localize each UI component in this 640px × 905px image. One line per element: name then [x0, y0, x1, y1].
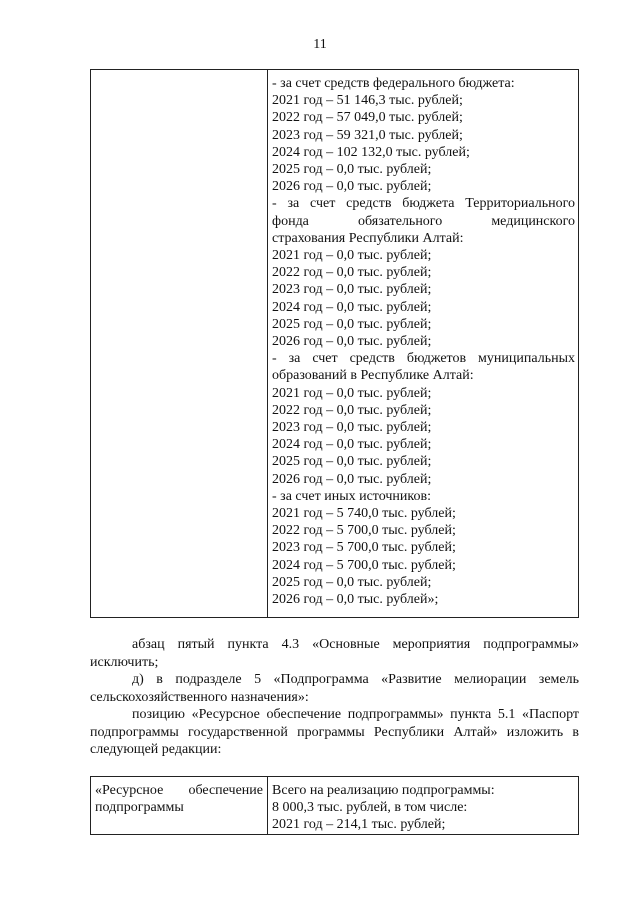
table-line: 2023 год – 0,0 тыс. рублей;	[272, 282, 432, 298]
paragraph-subsection-5	[90, 671, 579, 706]
table-line: 2026 год – 0,0 тыс. рублей;	[272, 334, 432, 350]
table-right-cell	[272, 75, 575, 608]
table-right-cell	[272, 782, 575, 834]
table-line: 2025 год – 0,0 тыс. рублей;	[272, 162, 432, 178]
paragraph-line: следующей редакции:	[90, 742, 222, 757]
table-line: Всего на реализацию подпрограммы:	[272, 783, 495, 798]
table-line: - за счет средств федерального бюджета:	[272, 76, 515, 91]
table-left-cell	[95, 782, 263, 816]
table-line: 2021 год – 214,1 тыс. рублей;	[272, 817, 446, 833]
resource-table-new	[90, 776, 579, 835]
paragraph-line: д) в подразделе 5 «Подпрограмма «Развитие мелиорации земель	[132, 672, 579, 687]
table-column-divider	[267, 777, 268, 834]
table-line: «Ресурсное обеспечение	[95, 783, 263, 798]
table-line: 2021 год – 51 146,3 тыс. рублей;	[272, 93, 463, 109]
table-line: 2023 год – 59 321,0 тыс. рублей;	[272, 127, 463, 143]
table-line: 2021 год – 0,0 тыс. рублей;	[272, 385, 432, 401]
resource-table-continued	[90, 69, 579, 618]
table-line: 2026 год – 0,0 тыс. рублей;	[272, 471, 432, 487]
paragraph-line: позицию «Ресурсное обеспечение подпрограммы» пункта 5.1 «Паспорт	[132, 707, 579, 722]
table-line: 2021 год – 0,0 тыс. рублей;	[272, 248, 432, 264]
table-line: 2024 год – 102 132,0 тыс. рублей;	[272, 144, 470, 160]
table-line: 2024 год – 5 700,0 тыс. рублей;	[272, 557, 456, 573]
table-line: 2025 год – 0,0 тыс. рублей;	[272, 316, 432, 332]
table-line: - за счет средств бюджета Территориального	[272, 196, 575, 212]
table-line: 2023 год – 0,0 тыс. рублей;	[272, 420, 432, 436]
page-number: 11	[313, 37, 327, 52]
table-line: 2023 год – 5 700,0 тыс. рублей;	[272, 540, 456, 556]
table-line: 2026 год – 0,0 тыс. рублей;	[272, 179, 432, 195]
table-line: - за счет средств бюджетов муниципальных	[272, 351, 575, 367]
table-line: - за счет иных источников:	[272, 488, 431, 504]
table-line: 2024 год – 0,0 тыс. рублей;	[272, 437, 432, 453]
table-line: 2022 год – 5 700,0 тыс. рублей;	[272, 523, 456, 539]
table-line: 2024 год – 0,0 тыс. рублей;	[272, 299, 432, 315]
paragraph-line: исключить;	[90, 654, 159, 670]
table-line: 2021 год – 5 740,0 тыс. рублей;	[272, 506, 456, 522]
paragraph-line: подпрограммы государственной программы Республики Алтай» изложить в	[90, 724, 579, 740]
table-line: образований в Республике Алтай:	[272, 368, 474, 384]
table-line: фонда обязательного медицинского	[272, 213, 575, 229]
table-line: 2022 год – 0,0 тыс. рублей;	[272, 265, 432, 281]
table-line: подпрограммы	[95, 800, 184, 816]
table-line: 8 000,3 тыс. рублей, в том числе:	[272, 800, 468, 816]
table-line: 2025 год – 0,0 тыс. рублей;	[272, 574, 432, 590]
paragraph-line: сельскохозяйственного назначения»:	[90, 689, 309, 705]
table-line: 2022 год – 0,0 тыс. рублей;	[272, 402, 432, 418]
paragraph-line: абзац пятый пункта 4.3 «Основные мероприятия подпрограммы»	[132, 637, 579, 652]
table-line: 2022 год – 57 049,0 тыс. рублей;	[272, 110, 463, 126]
paragraph-delete-indent	[90, 636, 579, 671]
table-column-divider	[267, 70, 268, 617]
paragraph-position-resource	[90, 706, 579, 759]
table-line: 2025 год – 0,0 тыс. рублей;	[272, 454, 432, 470]
table-line: 2026 год – 0,0 тыс. рублей»;	[272, 592, 439, 608]
table-line: страхования Республики Алтай:	[272, 230, 464, 246]
